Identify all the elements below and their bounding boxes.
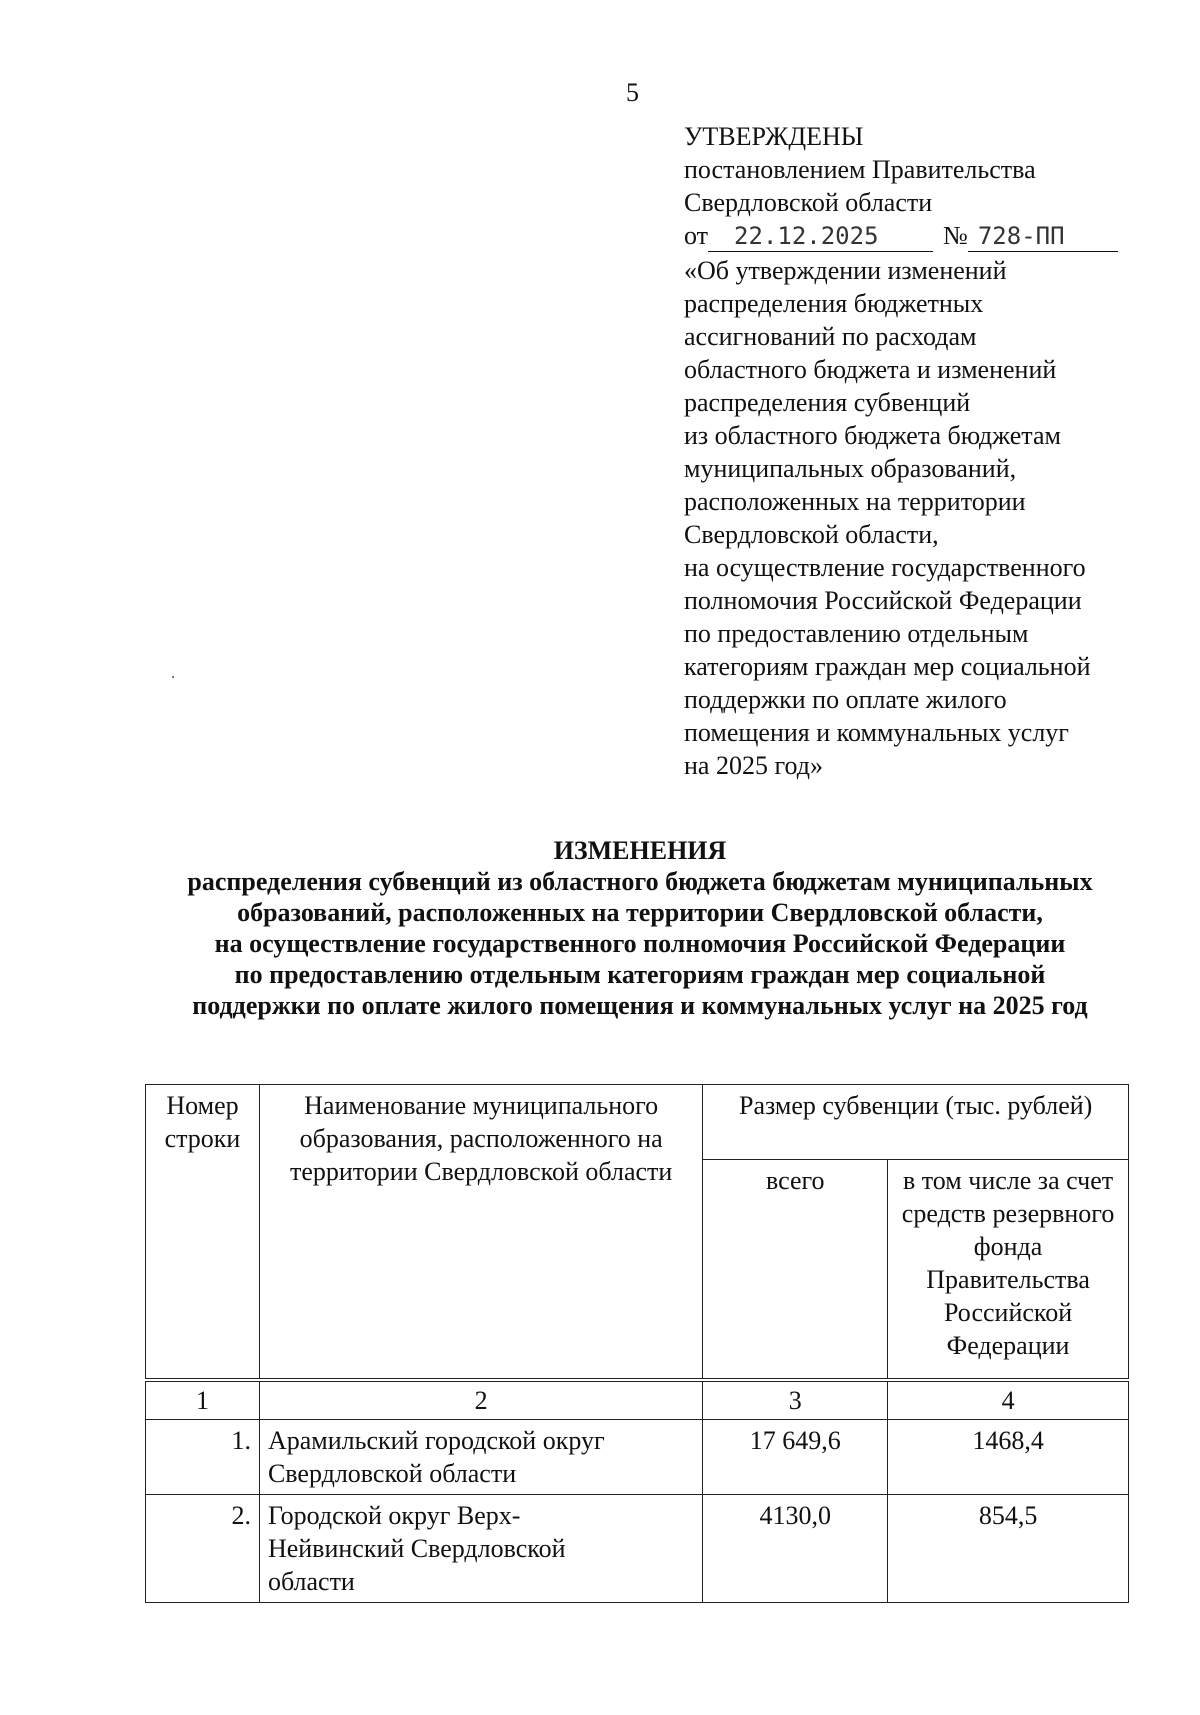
scan-speck [172, 676, 174, 678]
row-number: 2. [146, 1495, 260, 1603]
resolution-date: 22.12.2025 [708, 223, 933, 252]
table-row [146, 1420, 1129, 1495]
column-index: 2 [259, 1380, 702, 1420]
subsidy-reserve: 854,5 [888, 1495, 1129, 1603]
column-index-row [146, 1380, 1129, 1420]
date-prefix: от [684, 221, 709, 250]
header-row-number: Номер строки [146, 1085, 260, 1381]
header-municipality-name: Наименование муниципального образования, расположенного на территории Свердловской области [259, 1085, 702, 1381]
approval-by-line-1: постановлением Правительства [684, 155, 1036, 184]
municipality-name: Городской округ Верх- Нейвинский Свердловской области [259, 1495, 702, 1603]
page-number: 5 [626, 78, 639, 107]
approval-block [684, 120, 1164, 782]
approval-by-line-2: Свердловской области [684, 188, 933, 217]
column-index: 3 [703, 1380, 888, 1420]
number-sign: № [943, 221, 968, 250]
column-index: 4 [888, 1380, 1129, 1420]
subsidy-total: 4130,0 [703, 1495, 888, 1603]
table-header-row [146, 1085, 1129, 1160]
header-subsidy-size: Размер субвенции (тыс. рублей) [703, 1085, 1129, 1160]
municipality-name: Арамильский городской округ Свердловской области [259, 1420, 702, 1495]
header-reserve-fund: в том числе за счет средств резервного фонда Правительства Российской Федерации [888, 1160, 1129, 1381]
table-row [146, 1495, 1129, 1603]
document-heading [140, 835, 1140, 1021]
header-total: всего [703, 1160, 888, 1381]
column-index: 1 [146, 1380, 260, 1420]
heading-title: ИЗМЕНЕНИЯ [553, 836, 727, 865]
subsidy-table [145, 1084, 1129, 1603]
approval-title: УТВЕРЖДЕНЫ [684, 122, 864, 151]
heading-subtitle: распределения субвенций из областного бюджета бюджетам муниципальных образований, расположенных на территории Свердловской области, на осуществление государственного полномочия Российской Федерации по предоставлению отдельным категориям граждан мер социальной поддержки по оплате жилого помещения и коммунальных услуг на 2025 год [187, 867, 1093, 1020]
resolution-number: 728-ПП [968, 223, 1118, 252]
approval-date-line [684, 219, 1164, 252]
row-number: 1. [146, 1420, 260, 1495]
subsidy-reserve: 1468,4 [888, 1420, 1129, 1495]
subsidy-total: 17 649,6 [703, 1420, 888, 1495]
resolution-subject: «Об утверждении изменений распределения бюджетных ассигнований по расходам областного бюджета и изменений распределения субвенций из областного бюджета бюджетам муниципальных образований, расположенных на территории Свердловской области, на осуществление государственного полномочия Российской Федерации по предоставлению отдельным категориям граждан мер социальной поддержки по оплате жилого помещения и коммунальных услуг на 2025 год» [684, 256, 1091, 780]
